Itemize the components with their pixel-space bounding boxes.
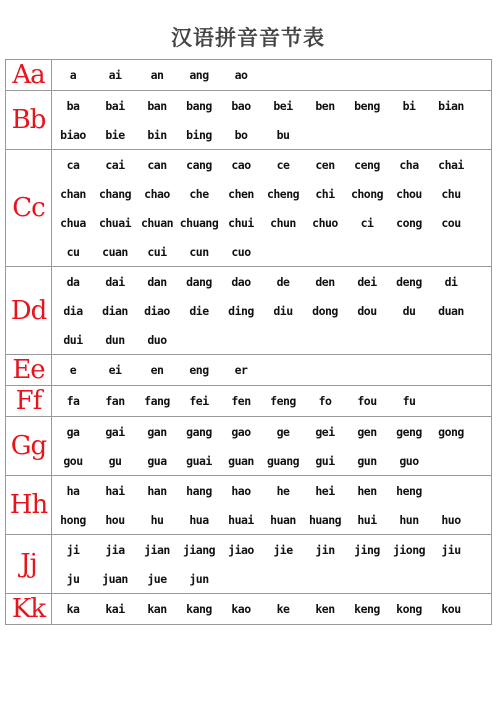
- syllable: eng: [189, 363, 209, 377]
- syllable: biao: [60, 127, 86, 142]
- syllable: kai: [105, 602, 125, 616]
- syllable: guo: [399, 453, 419, 468]
- syllable: ceng: [354, 157, 380, 172]
- syllable: gu: [108, 453, 122, 468]
- syllable: chi: [315, 186, 335, 201]
- syllable: huang: [308, 512, 342, 527]
- syllable: ga: [66, 424, 80, 439]
- group-row-c: [6, 150, 492, 267]
- syllable-line: [52, 120, 491, 149]
- syllable: chao: [144, 186, 170, 201]
- syllable: guang: [266, 453, 300, 468]
- syllable-cell: [52, 535, 492, 594]
- initial-letter: Dd: [6, 267, 52, 355]
- syllable: ge: [276, 424, 290, 439]
- syllable: fu: [402, 394, 416, 408]
- syllable: da: [66, 274, 80, 289]
- syllable: kou: [441, 602, 461, 616]
- syllable: cou: [441, 215, 461, 230]
- syllable: bian: [438, 98, 464, 113]
- syllable-cell: [52, 355, 492, 386]
- syllable: fen: [231, 394, 251, 408]
- group-row-h: [6, 476, 492, 535]
- syllable: fang: [144, 394, 170, 408]
- initial-letter: Bb: [6, 91, 52, 150]
- initial-letter: Kk: [6, 594, 52, 625]
- syllable: dai: [105, 274, 125, 289]
- syllable: ken: [315, 602, 335, 616]
- syllable: hei: [315, 483, 335, 498]
- syllable: hai: [105, 483, 125, 498]
- syllable: jiang: [182, 542, 216, 557]
- syllable: bing: [186, 127, 212, 142]
- syllable: cha: [399, 157, 419, 172]
- syllable: hun: [399, 512, 419, 527]
- syllable: dui: [63, 332, 83, 347]
- syllable-cell: [52, 476, 492, 535]
- syllable: fou: [357, 394, 377, 408]
- initial-letter: Jj: [6, 535, 52, 594]
- syllable: de: [276, 274, 290, 289]
- group-row-j: [6, 535, 492, 594]
- syllable: gang: [186, 424, 212, 439]
- syllable: fa: [66, 394, 80, 408]
- syllable: hao: [231, 483, 251, 498]
- syllable: chan: [60, 186, 86, 201]
- syllable: fan: [105, 394, 125, 408]
- syllable: dei: [357, 274, 377, 289]
- syllable: hen: [357, 483, 377, 498]
- syllable: chou: [396, 186, 422, 201]
- syllable-line: [52, 595, 491, 624]
- syllable: dong: [312, 303, 338, 318]
- initial-letter: Ff: [6, 386, 52, 417]
- syllable: ben: [315, 98, 335, 113]
- syllable: guai: [186, 453, 212, 468]
- syllable-line: [52, 179, 491, 208]
- syllable-cell: [52, 594, 492, 625]
- syllable: jiong: [392, 542, 426, 557]
- syllable: dao: [231, 274, 251, 289]
- syllable: ei: [108, 363, 122, 377]
- syllable: di: [444, 274, 458, 289]
- syllable: hang: [186, 483, 212, 498]
- syllable: a: [69, 68, 77, 82]
- syllable: cai: [105, 157, 125, 172]
- syllable: jiao: [228, 542, 254, 557]
- syllable: chua: [60, 215, 86, 230]
- syllable-line: [52, 296, 491, 325]
- syllable: ji: [66, 542, 80, 557]
- syllable: bai: [105, 98, 125, 113]
- syllable-line: [52, 505, 491, 534]
- group-row-e: [6, 355, 492, 386]
- syllable: ci: [360, 215, 374, 230]
- syllable: jiu: [441, 542, 461, 557]
- syllable: ca: [66, 157, 80, 172]
- syllable: hu: [150, 512, 164, 527]
- syllable-line: [52, 61, 491, 90]
- syllable: chai: [438, 157, 464, 172]
- syllable: jin: [315, 542, 335, 557]
- syllable: keng: [354, 602, 380, 616]
- syllable-line: [52, 237, 491, 266]
- syllable: jing: [354, 542, 380, 557]
- syllable-line: [52, 476, 491, 505]
- syllable: fei: [189, 394, 209, 408]
- syllable: bei: [273, 98, 293, 113]
- syllable: du: [402, 303, 416, 318]
- syllable-cell: [52, 417, 492, 476]
- syllable: bin: [147, 127, 167, 142]
- syllable-line: [52, 325, 491, 354]
- syllable: feng: [270, 394, 296, 408]
- syllable: gai: [105, 424, 125, 439]
- syllable: chuai: [98, 215, 132, 230]
- syllable: hui: [357, 512, 377, 527]
- syllable: gong: [438, 424, 464, 439]
- syllable-line: [52, 387, 491, 416]
- syllable: chu: [441, 186, 461, 201]
- syllable-table: [5, 59, 492, 625]
- syllable: an: [150, 68, 164, 82]
- syllable: hong: [60, 512, 86, 527]
- initial-letter: Ee: [6, 355, 52, 386]
- syllable: can: [147, 157, 167, 172]
- syllable: geng: [396, 424, 422, 439]
- syllable: che: [189, 186, 209, 201]
- syllable: kao: [231, 602, 251, 616]
- syllable: en: [150, 363, 164, 377]
- syllable: cen: [315, 157, 335, 172]
- syllable-line: [52, 535, 491, 564]
- syllable: kang: [186, 602, 212, 616]
- syllable: chun: [270, 215, 296, 230]
- syllable: bi: [402, 98, 416, 113]
- syllable: ce: [276, 157, 290, 172]
- syllable-cell: [52, 267, 492, 355]
- syllable: chang: [98, 186, 132, 201]
- syllable-line: [52, 150, 491, 179]
- syllable: gao: [231, 424, 251, 439]
- syllable: guan: [228, 453, 254, 468]
- syllable: ba: [66, 98, 80, 113]
- syllable: jun: [189, 571, 209, 586]
- syllable: ai: [108, 68, 122, 82]
- syllable: chui: [228, 215, 254, 230]
- syllable: cuo: [231, 244, 251, 259]
- syllable: diu: [273, 303, 293, 318]
- syllable: cong: [396, 215, 422, 230]
- syllable: deng: [396, 274, 422, 289]
- syllable-cell: [52, 91, 492, 150]
- syllable: diao: [144, 303, 170, 318]
- syllable: ka: [66, 602, 80, 616]
- syllable: cui: [147, 244, 167, 259]
- syllable: ding: [228, 303, 254, 318]
- syllable: dun: [105, 332, 125, 347]
- syllable-cell: [52, 60, 492, 91]
- syllable-cell: [52, 150, 492, 267]
- syllable: jia: [105, 542, 125, 557]
- syllable: bang: [186, 98, 212, 113]
- initial-letter: Gg: [6, 417, 52, 476]
- syllable: dan: [147, 274, 167, 289]
- syllable: chuan: [140, 215, 174, 230]
- syllable: e: [69, 363, 77, 377]
- syllable: ju: [66, 571, 80, 586]
- syllable-line: [52, 356, 491, 385]
- syllable: jie: [273, 542, 293, 557]
- syllable: cang: [186, 157, 212, 172]
- syllable: huan: [270, 512, 296, 527]
- syllable: gou: [63, 453, 83, 468]
- syllable: huo: [441, 512, 461, 527]
- syllable-line: [52, 267, 491, 296]
- syllable: gan: [147, 424, 167, 439]
- syllable: ban: [147, 98, 167, 113]
- syllable: han: [147, 483, 167, 498]
- initial-letter: Hh: [6, 476, 52, 535]
- syllable-line: [52, 446, 491, 475]
- syllable: heng: [396, 483, 422, 498]
- syllable-line: [52, 564, 491, 593]
- syllable: er: [234, 363, 248, 377]
- syllable-table-body: [6, 60, 492, 625]
- syllable: bao: [231, 98, 251, 113]
- syllable: ke: [276, 602, 290, 616]
- syllable: huai: [228, 512, 254, 527]
- syllable-line: [52, 91, 491, 120]
- syllable: jian: [144, 542, 170, 557]
- syllable: chen: [228, 186, 254, 201]
- syllable: chuo: [312, 215, 338, 230]
- syllable: duo: [147, 332, 167, 347]
- syllable: cu: [66, 244, 80, 259]
- syllable: duan: [438, 303, 464, 318]
- syllable: dang: [186, 274, 212, 289]
- syllable: ao: [234, 68, 248, 82]
- syllable: kan: [147, 602, 167, 616]
- syllable: cun: [189, 244, 209, 259]
- initial-letter: Aa: [6, 60, 52, 91]
- syllable: dia: [63, 303, 83, 318]
- syllable: chuang: [179, 215, 219, 230]
- syllable: fo: [318, 394, 332, 408]
- syllable: bie: [105, 127, 125, 142]
- syllable: den: [315, 274, 335, 289]
- group-row-a: [6, 60, 492, 91]
- group-row-k: [6, 594, 492, 625]
- group-row-d: [6, 267, 492, 355]
- group-row-g: [6, 417, 492, 476]
- syllable: ang: [189, 68, 209, 82]
- syllable: chong: [350, 186, 384, 201]
- page-title: 汉语拼音音节表: [171, 26, 325, 50]
- syllable: juan: [102, 571, 128, 586]
- syllable: hou: [105, 512, 125, 527]
- syllable: bo: [234, 127, 248, 142]
- syllable: gui: [315, 453, 335, 468]
- syllable: gei: [315, 424, 335, 439]
- syllable: gua: [147, 453, 167, 468]
- syllable: jue: [147, 571, 167, 586]
- syllable: hua: [189, 512, 209, 527]
- syllable: beng: [354, 98, 380, 113]
- syllable: cheng: [266, 186, 300, 201]
- syllable: ha: [66, 483, 80, 498]
- syllable: dou: [357, 303, 377, 318]
- syllable: gun: [357, 453, 377, 468]
- syllable-line: [52, 417, 491, 446]
- syllable: die: [189, 303, 209, 318]
- syllable: cuan: [102, 244, 128, 259]
- group-row-b: [6, 91, 492, 150]
- syllable: kong: [396, 602, 422, 616]
- initial-letter: Cc: [6, 150, 52, 267]
- syllable: cao: [231, 157, 251, 172]
- syllable: bu: [276, 127, 290, 142]
- group-row-f: [6, 386, 492, 417]
- syllable-line: [52, 208, 491, 237]
- syllable: he: [276, 483, 290, 498]
- syllable: gen: [357, 424, 377, 439]
- syllable-cell: [52, 386, 492, 417]
- syllable: dian: [102, 303, 128, 318]
